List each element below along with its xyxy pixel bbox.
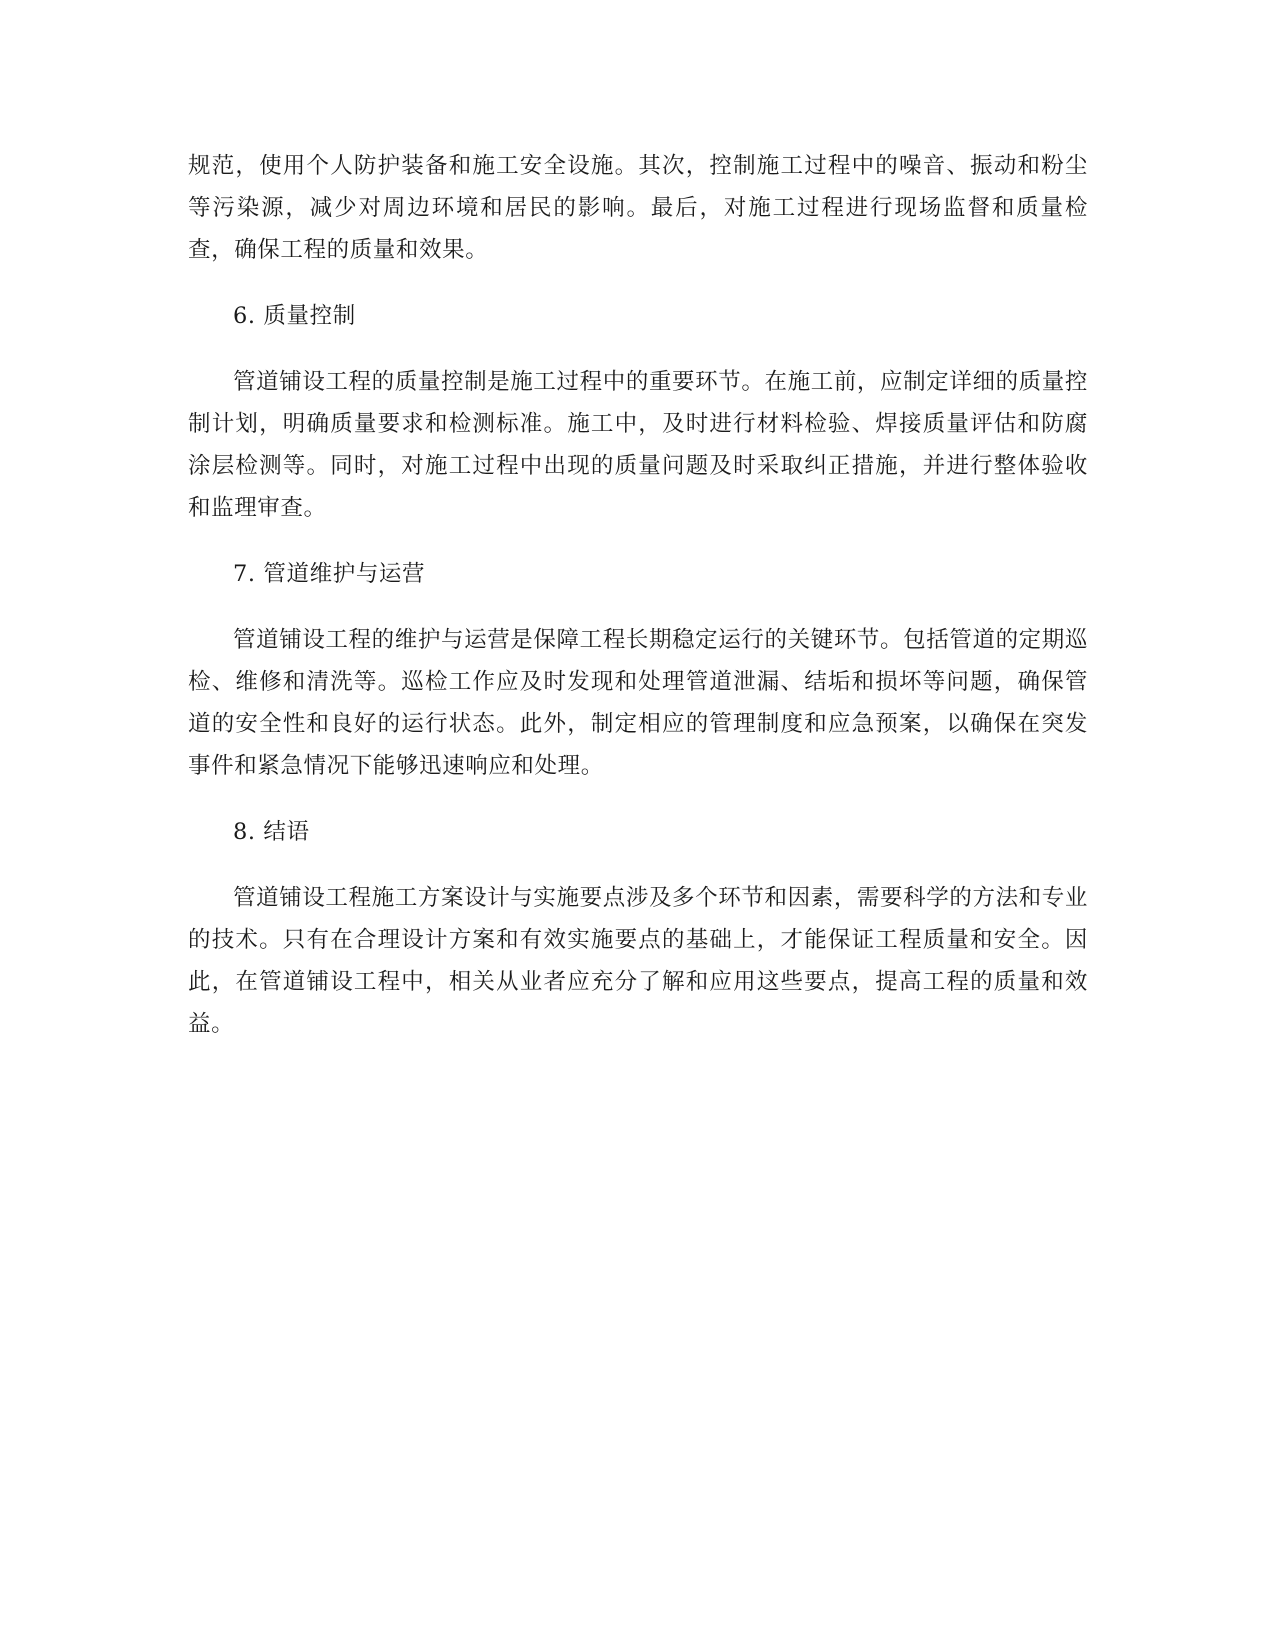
paragraph-quality-control: 管道铺设工程的质量控制是施工过程中的重要环节。在施工前，应制定详细的质量控制计划，明确质量要求和检测标准。施工中，及时进行材料检验、焊接质量评估和防腐涂层检测等。同时，对施工过程中出现的质量问题及时采取纠正措施，并进行整体验收和监理审查。 (188, 369, 1088, 521)
paragraph-safety-continued: 规范，使用个人防护装备和施工安全设施。其次，控制施工过程中的噪音、振动和粉尘等污染源，减少对周边环境和居民的影响。最后，对施工过程进行现场监督和质量检查，确保工程的质量和效果。 (188, 153, 1088, 263)
section-heading-maintenance: 7. 管道维护与运营 (233, 561, 426, 587)
paragraph-conclusion: 管道铺设工程施工方案设计与实施要点涉及多个环节和因素，需要科学的方法和专业的技术。只有在合理设计方案和有效实施要点的基础上，才能保证工程质量和安全。因此，在管道铺设工程中，相关从业者应充分了解和应用这些要点，提高工程的质量和效益。 (188, 885, 1088, 1037)
paragraph-maintenance: 管道铺设工程的维护与运营是保障工程长期稳定运行的关键环节。包括管道的定期巡检、维修和清洗等。巡检工作应及时发现和处理管道泄漏、结垢和损坏等问题，确保管道的安全性和良好的运行状态。此外，制定相应的管理制度和应急预案，以确保在突发事件和紧急情况下能够迅速响应和处理。 (188, 627, 1088, 779)
document-body (188, 145, 1088, 1069)
section-heading-conclusion: 8. 结语 (233, 819, 310, 845)
section-heading-quality-control: 6. 质量控制 (233, 303, 356, 329)
